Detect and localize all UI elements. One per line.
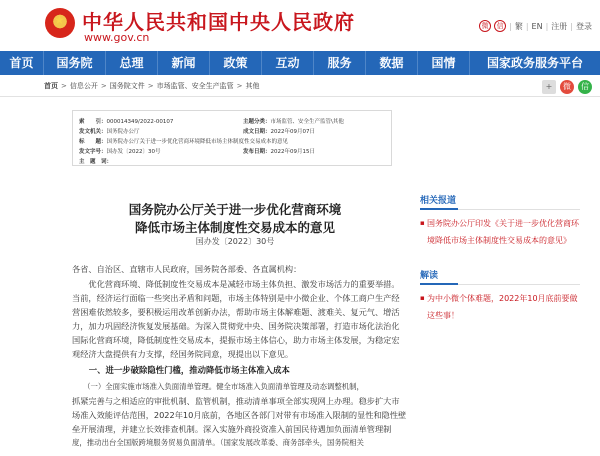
nav-item-data[interactable]: 数据 — [366, 51, 418, 75]
breadcrumb-market-supervision[interactable]: 市场监管、安全生产监管 — [156, 82, 234, 90]
weibo-icon[interactable]: 微 — [479, 20, 491, 32]
article-paragraph-line: （一）全面实施市场准入负面清单管理。健全市场准入负面清单管理及动态调整机制， — [72, 382, 364, 391]
breadcrumb-council-docs[interactable]: 国务院文件 — [109, 82, 145, 90]
article-doc-number: 国办发〔2022〕30号 — [195, 237, 275, 246]
article-paragraph-line: 营困难依然较多，要积极运用改革创新办法，帮助市场主体解难题、渡难关、复元气、增活 — [72, 307, 400, 317]
nav-item-news[interactable]: 新闻 — [158, 51, 210, 75]
interpretation-heading: 解读 — [420, 268, 580, 285]
article-salutation: 各省、自治区、直辖市人民政府，国务院各部委、各直属机构： — [72, 264, 302, 274]
separator: | — [570, 21, 573, 31]
index-label: 索 引： — [79, 119, 107, 125]
article-paragraph-line: 垒开展清理，并建立长效排查机制。深入实施外商投资准入前国民待遇加负面清单管理制 — [72, 424, 392, 434]
related-report-link[interactable]: ▪ 国务院办公厅印发《关于进一步优化营商环境降低市场主体制度性交易成本的意见》 — [420, 215, 580, 249]
login-link[interactable]: 登录 — [576, 21, 592, 31]
nav-item-national-conditions[interactable]: 国情 — [418, 51, 470, 75]
nav-item-service[interactable]: 服务 — [314, 51, 366, 75]
article-paragraph-line: 国际化营商环境，降低制度性交易成本，提振市场主体信心，助力市场主体发展，为稳定宏 — [72, 335, 400, 345]
breadcrumb-other[interactable]: 其他 — [245, 82, 260, 90]
english-link[interactable]: EN — [531, 21, 543, 31]
article-paragraph-line: 度，推动出台全国版跨境服务贸易负面清单。（国家发展改革委、商务部牵头，国务院相关 — [72, 438, 364, 447]
register-link[interactable]: 注册 — [551, 21, 568, 31]
breadcrumb-arrow: > — [236, 82, 243, 90]
interpretation-link[interactable]: ▪ 为中小微个体难题，2022年10月底前要做这些事！ — [420, 290, 580, 324]
breadcrumb — [0, 75, 600, 97]
nav-item-gov-service-platform[interactable]: 国家政务服务平台 — [486, 56, 583, 70]
wechat-share-icon[interactable]: 信 — [578, 80, 592, 94]
nav-item-premier[interactable]: 总理 — [106, 51, 158, 75]
main-nav — [0, 51, 600, 75]
title-label: 标 题： — [79, 139, 107, 145]
created-date-label: 成文日期： — [243, 129, 271, 135]
breadcrumb-home[interactable]: 首页 — [44, 82, 58, 90]
national-emblem-icon[interactable] — [45, 8, 75, 38]
breadcrumb-info-public[interactable]: 信息公开 — [69, 82, 98, 90]
index-value: 000014349/2022-00107 — [106, 119, 174, 125]
doc-number-label: 发文字号： — [79, 149, 107, 155]
top-links — [479, 20, 592, 32]
nav-item-state-council[interactable]: 国务院 — [44, 51, 106, 75]
nav-item-policy[interactable]: 政策 — [210, 51, 262, 75]
issuer-value: 国务院办公厅 — [106, 129, 140, 135]
title-value: 国务院办公厅关于进一步优化营商环境降低市场主体制度性交易成本的意见 — [106, 139, 289, 145]
article-paragraph-line: 优化营商环境、降低制度性交易成本是减轻市场主体负担、激发市场活力的重要举措。 — [72, 279, 400, 289]
wechat-icon[interactable]: 信 — [494, 20, 506, 32]
article-paragraph-line: 力，加力巩固经济恢复发展基础。为深入贯彻党中央、国务院决策部署，打造市场化法治化 — [72, 321, 400, 331]
article-paragraph-line: 场准入效能评估范围，2022年10月底前，各地区各部门对带有市场准入限制的显性和隐性壁 — [72, 410, 406, 420]
article-title-line-1: 国务院办公厅关于进一步优化营商环境 — [128, 202, 342, 217]
interpretation-panel — [420, 268, 580, 324]
publish-date-label: 发布日期： — [243, 149, 271, 155]
article-paragraph-line: 抓紧完善与之相适应的审批机制、监管机制，推动清单事项全部实现网上办理。稳步扩大市 — [72, 396, 400, 406]
created-date-value: 2022年09月07日 — [270, 129, 316, 135]
separator: | — [509, 21, 512, 31]
nav-item-home[interactable]: 首页 — [0, 51, 44, 75]
publish-date-value: 2022年09月15日 — [270, 149, 316, 155]
weibo-share-icon[interactable]: 微 — [560, 80, 574, 94]
subject-label: 主题分类： — [243, 119, 271, 125]
related-reports-heading: 相关报道 — [420, 193, 580, 210]
share-more-icon[interactable]: + — [542, 80, 556, 94]
breadcrumb-arrow: > — [147, 82, 154, 90]
separator: | — [525, 21, 529, 31]
site-url: www.gov.cn — [84, 31, 150, 44]
issuer-label: 发文机关： — [79, 129, 107, 135]
topic-words-label: 主 题 词： — [79, 159, 113, 165]
site-title[interactable]: 中华人民共和国中央人民政府 — [82, 10, 355, 34]
traditional-chinese-link[interactable]: 繁 — [514, 21, 523, 31]
breadcrumb-arrow: > — [61, 82, 67, 90]
subject-value: 市场监管、安全生产监管\其他 — [270, 119, 344, 125]
breadcrumb-arrow: > — [100, 82, 107, 90]
doc-number-value: 国办发〔2022〕30号 — [106, 149, 161, 155]
article-paragraph-line: 当前，经济运行面临一些突出矛盾和问题，市场主体特别是中小微企业、个体工商户生产经 — [72, 293, 400, 303]
separator: | — [545, 21, 549, 31]
section-heading-1: 一、进一步破除隐性门槛，推动降低市场主体准入成本 — [72, 365, 290, 375]
article-title-line-2: 降低市场主体制度性交易成本的意见 — [134, 220, 335, 235]
article-paragraph-line: 观经济大盘提供有力支撑，经国务院同意，现提出以下意见。 — [72, 349, 294, 359]
site-header — [0, 0, 600, 50]
share-bar — [542, 80, 592, 94]
related-reports-panel — [420, 193, 580, 249]
nav-item-interaction[interactable]: 互动 — [262, 51, 314, 75]
document-info-box — [72, 110, 392, 166]
